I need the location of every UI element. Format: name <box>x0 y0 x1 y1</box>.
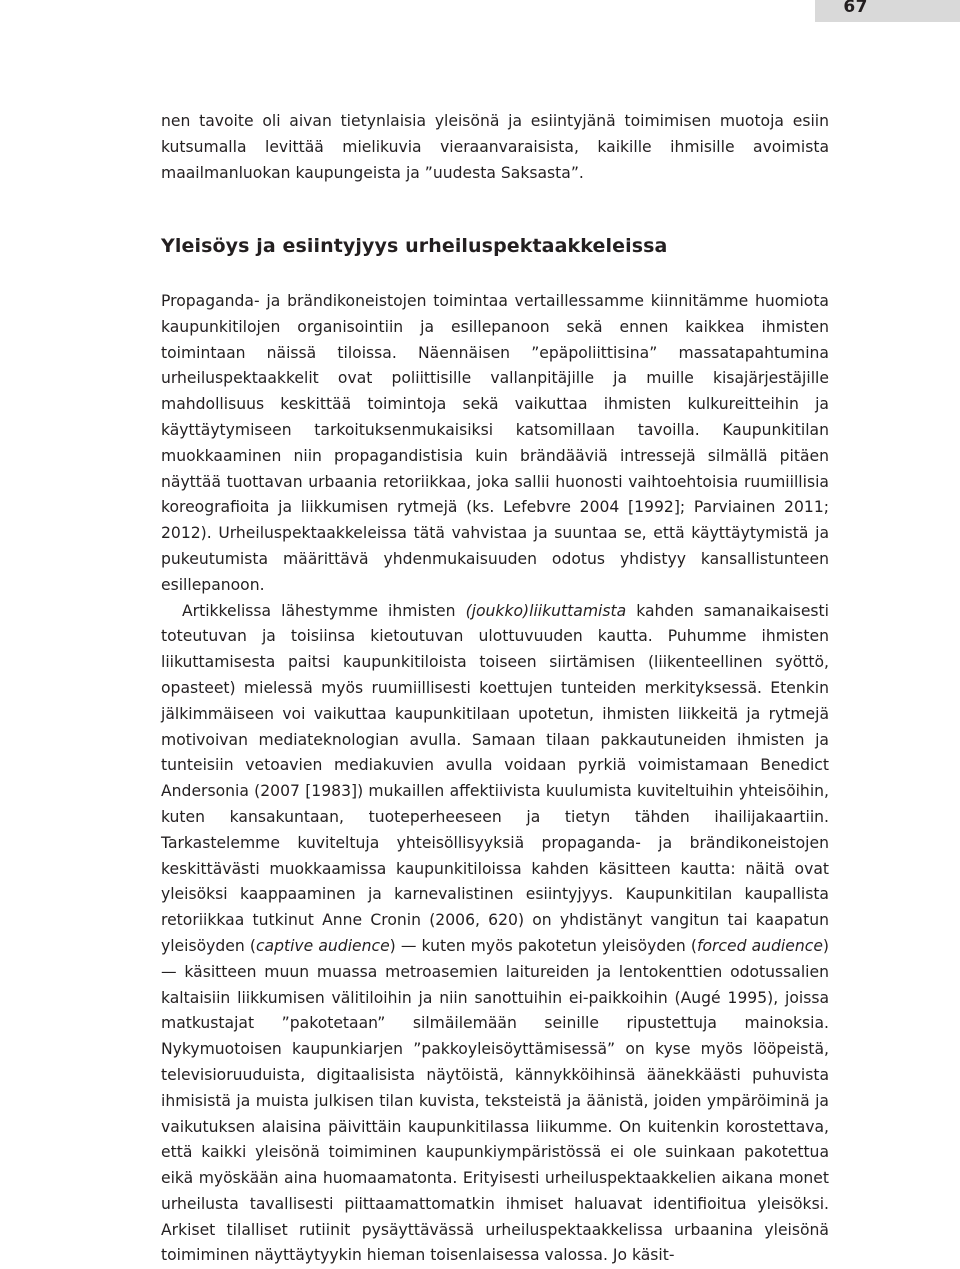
intro-paragraph: nen tavoite oli aivan tietynlaisia yleisönä ja esiintyjänä toimimisen muotoja esiin kutsumalla levittää mielikuvia vieraanvaraisista, kaikille ihmisille avoimista maailmanluokan kaupungeista ja ”uudesta Saksasta”. <box>161 112 829 182</box>
paragraph-2-text-2: kahden samanaikaisesti toteutuvan ja toisiinsa kietoutuvan ulottuvuuden kautta. Puhumme ihmisten liikuttamisesta paitsi kaupunkitiloista toiseen siirtämisen (liikenteellinen syöttö, opasteet) mielessä myös ruumiillisesti koettujen tunteiden merkityksessä. Etenkin jälkimmäiseen voi vaikuttaa kaupunkitilaan upotetun, ihmisten liikkeitä ja rytmejä motivoivan mediateknologian avulla. Samaan tilaan pakkautuneiden ihmisten ja tunteisiin vetoavien mediakuvien avulla voidaan pyrkiä voimistamaan Benedict Andersonia (2007 [1983]) mukaillen affektiivista kuulumista kuviteltuihin yhteisöihin, kuten kansakuntaan, tuoteperheeseen ja tietyn tähden ihailijakaartiin. Tarkastelemme kuviteltuja yhteisöllisyyksiä propaganda- ja brändikoneistojen keskittävästi muokkaamissa kaupunkitiloissa kahden käsitteen kautta: näitä ovat yleisöksi kaappaaminen ja karnevalistinen esiintyjyys. Kaupunkitilan kaupallista retoriikkaa tutkinut Anne Cronin (2006, 620) on yhdistänyt vangitun tai kaapatun yleisöyden ( <box>161 601 829 955</box>
paragraph-2-text-3: ) — kuten myös pakotetun yleisöyden ( <box>389 936 697 955</box>
page-number-tab <box>815 0 960 22</box>
paragraph-2 <box>161 599 829 1269</box>
paragraph-2-text-1: Artikkelissa lähestymme ihmisten <box>182 601 466 620</box>
section-body <box>161 289 829 1269</box>
paragraph-2-italic-term-1: (joukko)liikuttamista <box>465 601 627 620</box>
section-heading: Yleisöys ja esiintyjyys urheiluspektaakkeleissa <box>161 235 668 257</box>
paragraph-2-italic-term-3: forced audience <box>696 936 823 955</box>
paragraph-1: Propaganda- ja brändikoneistojen toimintaa vertaillessamme kiinnitämme huomiota kaupunkitilojen organisointiin ja esillepanoon sekä ennen kaikkea ihmisten toimintaan näissä tiloissa. Näennäisen ”epäpoliittisina” massatapahtumina urheiluspektaakkelit ovat poliittisille vallanpitäjille ja muille kisajärjestäjille mahdollisuus keskittää toimintoja sekä vaikuttaa ihmisten kulkureitteihin ja käyttäytymiseen tarkoituksenmukaisiksi katsomillaan tavoilla. Kaupunkitilan muokkaaminen niin propagandistisia kuin brändääviä intressejä silmällä pitäen näyttää tuottavan urbaania retoriikkaa, joka sallii huonosti vaihtoehtoisia ruumiillisia koreografioita ja liikkumisen rytmejä (ks. Lefebvre 2004 [1992]; Parviainen 2011; 2012). Urheiluspektaakkeleissa tätä vahvistaa ja suuntaa se, että käyttäytymistä ja pukeutumista määrittävä yhdenmukaisuuden odotus yhdistyy kansallistunteen esillepanoon. <box>161 292 829 594</box>
paragraph-2-text-4: ) — käsitteen muun muassa metroasemien laitureiden ja lentokenttien odotussalien kaltaisiin liikkumisen välitiloihin ja niin sanottuihin ei-paikkoihin (Augé 1995), joissa matkustajat ”pakotetaan” silmäilemään seinille ripustettuja mainoksia. Nykymuotoisen kaupunkiarjen ”pakkoyleisöyttämisessä” on kyse myös lööpeistä, televisioruuduista, digitaalisista näytöistä, kännykköihinsä äänekkäästi puhuvista ihmisistä ja muista julkisen tilan kuvista, teksteistä ja äänistä, joiden ympäröiminä ja vaikutuksen alaisina päivittäin kaupunkitilassa liikumme. On kuitenkin korostettava, että kaikki yleisönä toimiminen kaupunkiympäristössä ei ole suinkaan pakotettua eikä myöskään aina huomaamatonta. Erityisesti urheiluspektaakkelien aikana monet urheilusta tavallisesti piittaamattomatkin ihmiset haluavat identifioitua yleisöksi. Arkiset tilalliset rutiinit pysäyttävässä urheiluspektaakkelissa urbaanina yleisönä toimiminen näyttäytyykin hieman toisenlaisessa valossa. Jo käsit- <box>161 936 830 1265</box>
page-number: 67 <box>843 0 868 17</box>
paragraph-2-italic-term-2: captive audience <box>255 936 390 955</box>
